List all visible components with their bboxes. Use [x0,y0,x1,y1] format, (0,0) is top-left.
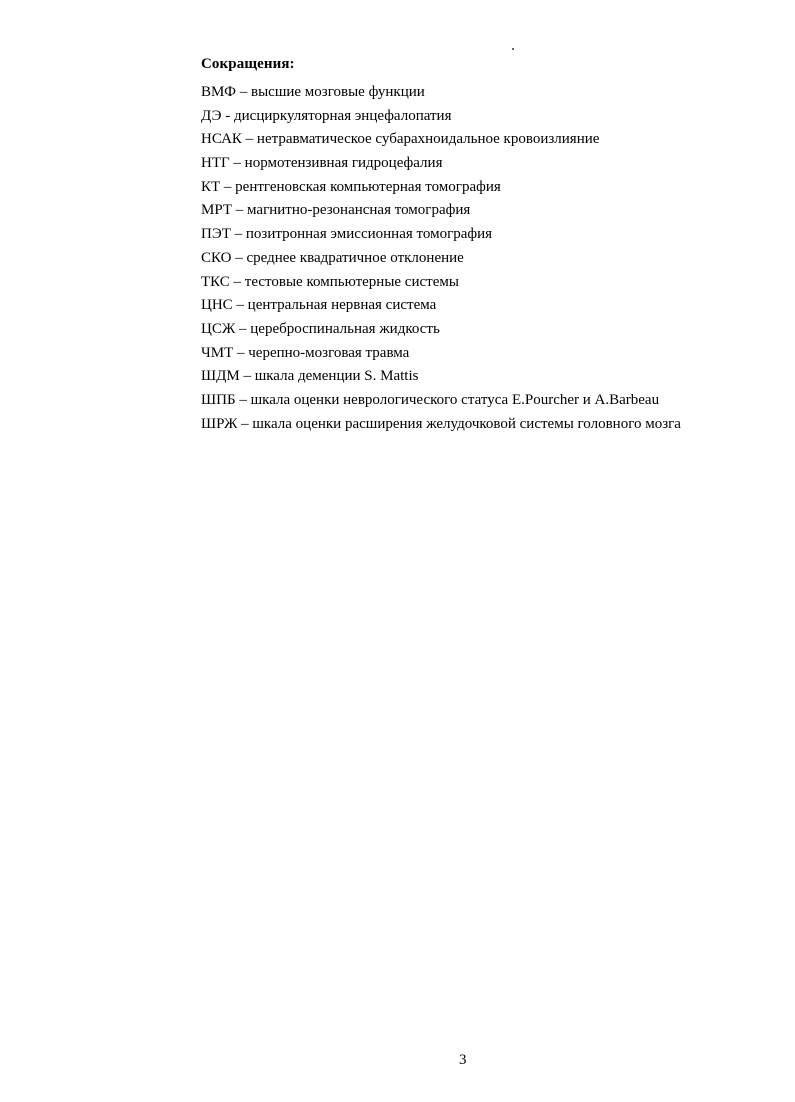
abbreviation-item: КТ – рентгеновская компьютерная томография [201,178,501,195]
scan-speck [512,48,514,50]
abbreviation-item: ТКС – тестовые компьютерные системы [201,273,459,290]
abbreviation-item: СКО – среднее квадратичное отклонение [201,249,464,266]
abbreviation-item: ШДМ – шкала деменции S. Mattis [201,368,419,385]
abbreviation-item: ЧМТ – черепно-мозговая травма [201,344,410,361]
abbreviation-item: ПЭТ – позитронная эмиссионная томография [201,226,493,243]
abbreviations-heading: Сокращения: [201,56,295,72]
abbreviation-item: ЦСЖ – цереброспинальная жидкость [201,320,440,337]
abbreviation-item: МРТ – магнитно-резонансная томография [201,202,471,219]
abbreviations-list [201,81,681,436]
abbreviation-item: ДЭ - дисциркуляторная энцефалопатия [201,107,452,124]
abbreviation-item: ШПБ – шкала оценки неврологического статуса E.Pourcher и A.Barbeau [201,391,660,408]
abbreviation-item: ШРЖ – шкала оценки расширения желудочковой системы головного мозга [201,415,681,432]
abbreviation-item: НСАК – нетравматическое субарахноидальное кровоизлияние [201,131,600,148]
abbreviation-item: ВМФ – высшие мозговые функции [201,84,425,100]
abbreviation-item: ЦНС – центральная нервная система [201,297,437,314]
page-number: 3 [459,1052,467,1068]
abbreviation-item: НТГ – нормотензивная гидроцефалия [201,155,443,172]
